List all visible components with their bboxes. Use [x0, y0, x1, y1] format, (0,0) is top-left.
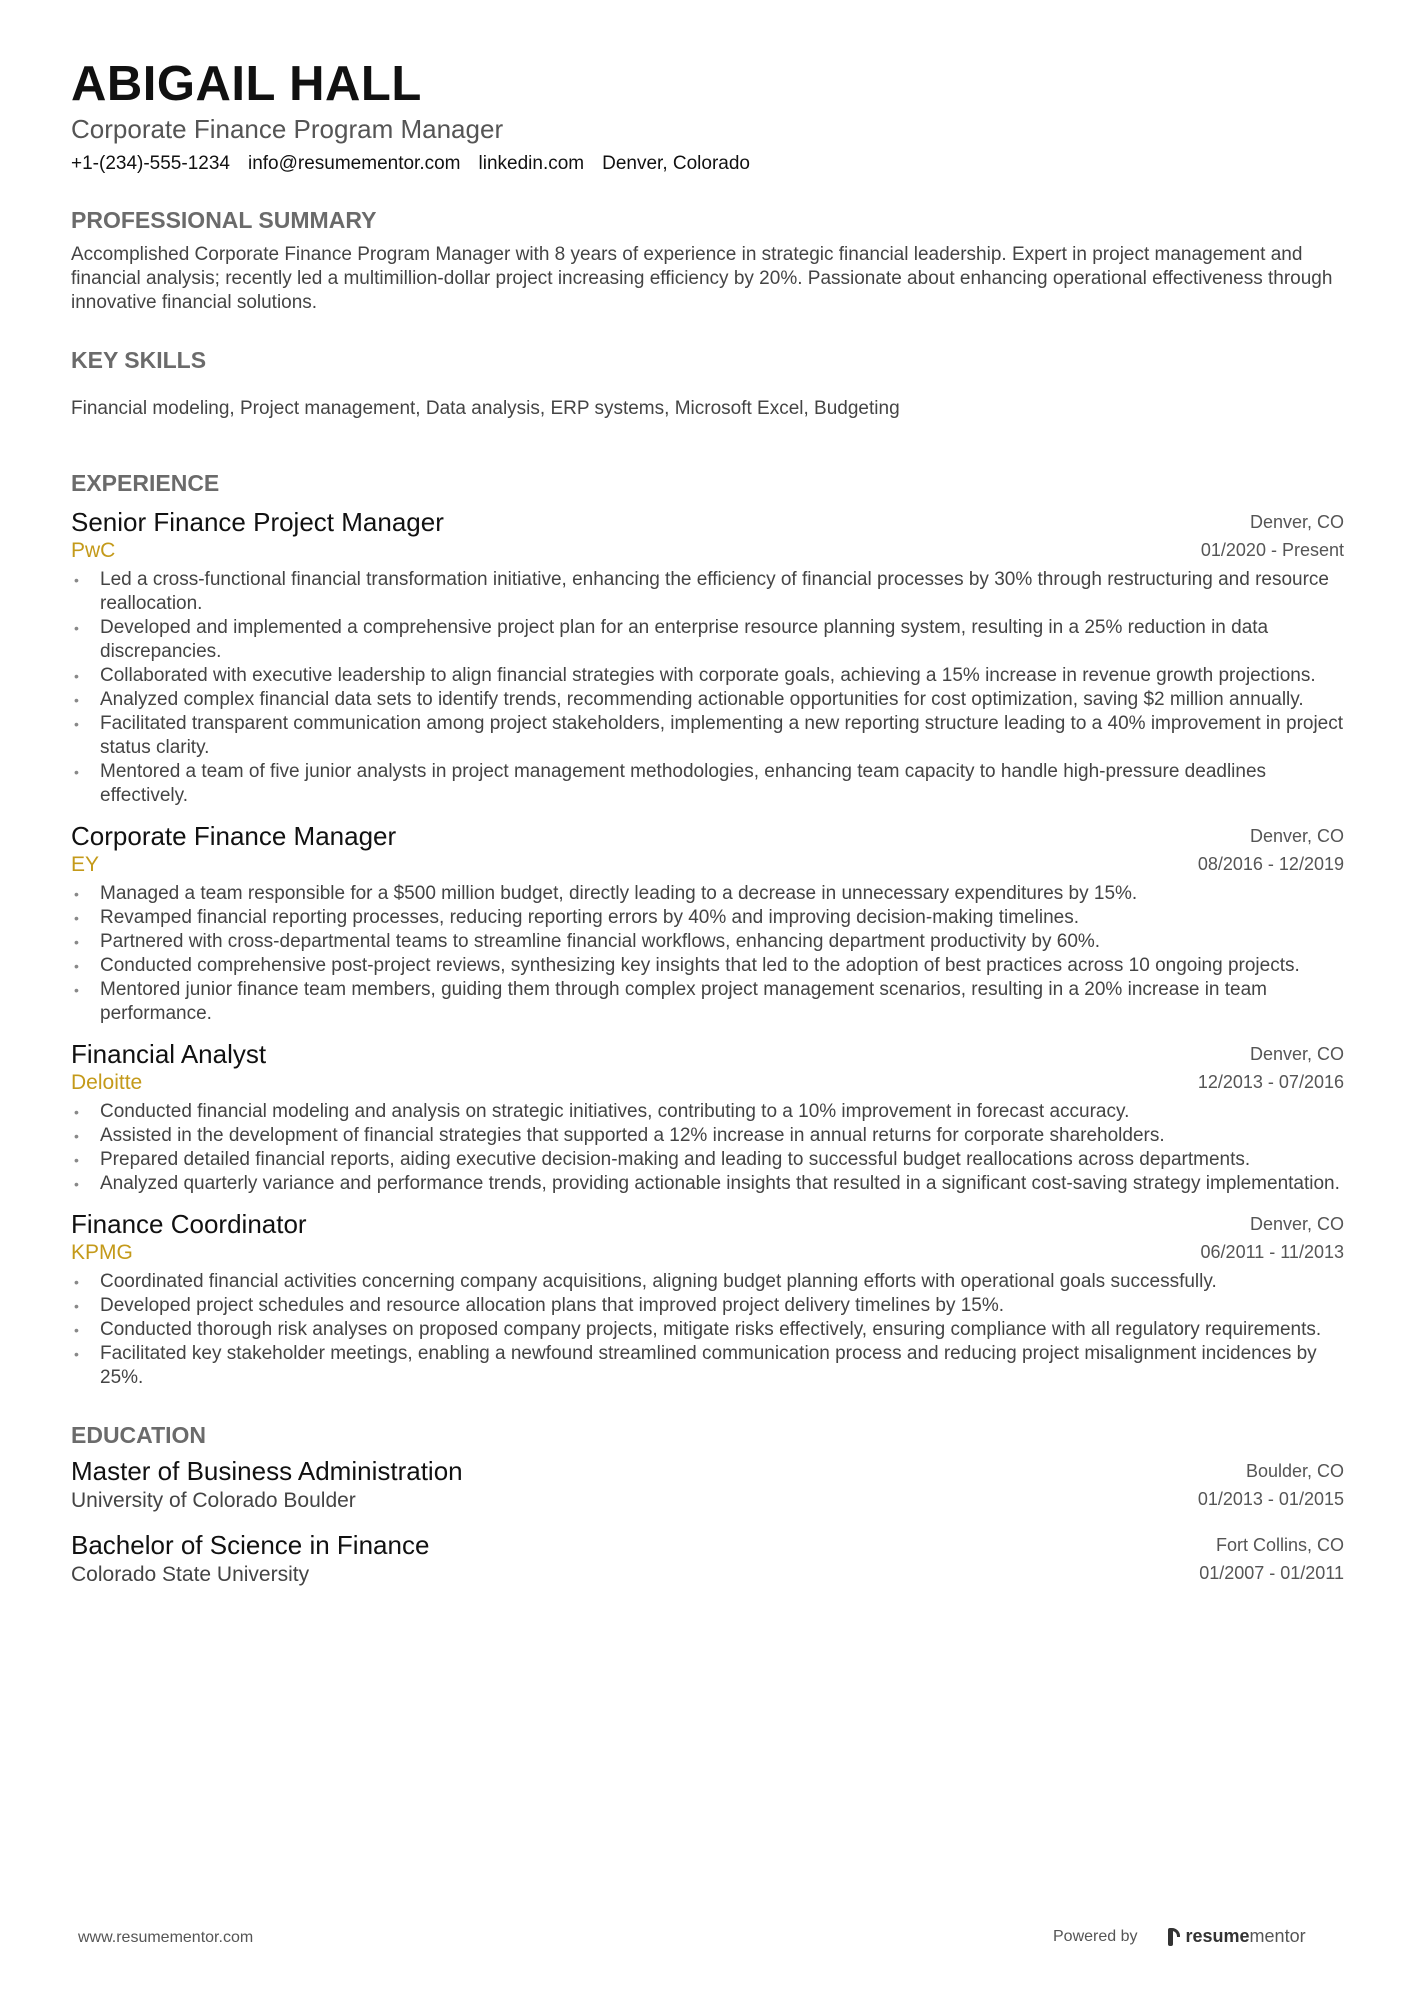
bullet-item: • Partnered with cross-departmental teams to streamline financial workflows, enhancing department productivity by 60%.: [71, 930, 1344, 954]
job-location: Denver, CO: [1249, 825, 1344, 846]
company-name: Deloitte: [71, 1070, 143, 1094]
education-location: Boulder, CO: [1245, 1461, 1344, 1482]
candidate-name: ABIGAIL HALL: [71, 57, 422, 111]
skills-heading: KEY SKILLS: [71, 346, 207, 373]
job-dates: 06/2011 - 11/2013: [1200, 1241, 1344, 1262]
footer-website[interactable]: www.resumementor.com: [78, 1929, 254, 1946]
resumementor-logo-icon: [1168, 1928, 1182, 1946]
experience-entry-header: [71, 1208, 1344, 1266]
summary-heading: PROFESSIONAL SUMMARY: [71, 207, 377, 234]
bullet-item: • Mentored a team of five junior analysts in project management methodologies, enhancing team capacity to handle high-pressure deadlines effectively.: [71, 760, 1344, 808]
job-title: Finance Coordinator: [71, 1208, 307, 1239]
bullet-item: • Facilitated key stakeholder meetings, enabling a newfound streamlined communication process and reducing project misalignment incidences by 25%.: [71, 1342, 1344, 1390]
school-name: Colorado State University: [71, 1563, 310, 1587]
company-name: PwC: [71, 538, 116, 562]
job-bullets: [71, 568, 1344, 808]
footer-branding: [1053, 1926, 1306, 1947]
experience-entry-header: [71, 506, 1344, 564]
contact-location: Denver, Colorado: [602, 153, 750, 175]
contact-linkedin[interactable]: linkedin.com: [478, 153, 585, 175]
job-bullets: [71, 1270, 1344, 1390]
bullet-item: • Coordinated financial activities concerning company acquisitions, aligning budget planning efforts with operational goals successfully.: [71, 1270, 1344, 1294]
bullet-item: • Facilitated transparent communication among project stakeholders, implementing a new reporting structure leading to a 40% improvement in project status clarity.: [71, 712, 1344, 760]
education-entry: [71, 1529, 1344, 1589]
bullet-item: • Conducted thorough risk analyses on proposed company projects, mitigate risks effectively, ensuring compliance with all regulatory requirements.: [71, 1318, 1344, 1342]
education-entry: [71, 1455, 1344, 1515]
bullet-item: • Revamped financial reporting processes, reducing reporting errors by 40% and improving decision-making timelines.: [71, 906, 1344, 930]
bullet-item: • Analyzed complex financial data sets to identify trends, recommending actionable opportunities for cost optimization, saving $2 million annually.: [71, 688, 1344, 712]
resume-page: [71, 58, 1344, 1589]
job-location: Denver, CO: [1249, 1043, 1344, 1064]
experience-entry: [71, 506, 1344, 808]
bullet-item: • Led a cross-functional financial transformation initiative, enhancing the efficiency of financial processes by 30% through restructuring and resource reallocation.: [71, 568, 1344, 616]
job-dates: 08/2016 - 12/2019: [1197, 853, 1344, 874]
bullet-item: • Conducted comprehensive post-project reviews, synthesizing key insights that led to the adoption of best practices across 10 ongoing projects.: [71, 954, 1344, 978]
powered-by-label: Powered by: [1053, 1927, 1138, 1945]
contact-email[interactable]: info@resumementor.com: [247, 153, 461, 175]
education-location: Fort Collins, CO: [1215, 1535, 1344, 1556]
brand-name-bold: resume: [1185, 1926, 1250, 1946]
job-bullets: [71, 882, 1344, 1026]
job-location: Denver, CO: [1249, 1213, 1344, 1234]
brand-name-light: mentor: [1249, 1926, 1306, 1946]
contact-line: [71, 153, 1344, 175]
education-dates: 01/2007 - 01/2011: [1199, 1563, 1344, 1584]
job-dates: 01/2020 - Present: [1200, 539, 1344, 560]
skills-text: Financial modeling, Project management, Data analysis, ERP systems, Microsoft Excel, Budgeting: [71, 398, 900, 420]
bullet-item: • Collaborated with executive leadership to align financial strategies with corporate goals, achieving a 15% increase in revenue growth projections.: [71, 664, 1344, 688]
experience-entry-header: [71, 820, 1344, 878]
bullet-item: • Conducted financial modeling and analysis on strategic initiatives, contributing to a 10% improvement in forecast accuracy.: [71, 1100, 1344, 1124]
experience-entry: [71, 1208, 1344, 1390]
job-title: Senior Finance Project Manager: [71, 506, 444, 537]
job-title: Financial Analyst: [71, 1038, 267, 1069]
company-name: KPMG: [71, 1240, 133, 1264]
school-name: University of Colorado Boulder: [71, 1489, 356, 1513]
candidate-title: Corporate Finance Program Manager: [71, 113, 504, 144]
bullet-item: • Developed and implemented a comprehensive project plan for an enterprise resource planning system, resulting in a 25% reduction in data discrepancies.: [71, 616, 1344, 664]
bullet-item: • Analyzed quarterly variance and performance trends, providing actionable insights that resulted in a significant cost-saving strategy implementation.: [71, 1172, 1344, 1196]
bullet-item: • Assisted in the development of financial strategies that supported a 12% increase in annual returns for corporate shareholders.: [71, 1124, 1344, 1148]
bullet-item: • Prepared detailed financial reports, aiding executive decision-making and leading to successful budget reallocations across departments.: [71, 1148, 1344, 1172]
experience-entry: [71, 1038, 1344, 1196]
bullet-item: • Mentored junior finance team members, guiding them through complex project management scenarios, resulting in a 20% increase in team performance.: [71, 978, 1344, 1026]
job-title: Corporate Finance Manager: [71, 820, 397, 851]
company-name: EY: [71, 852, 100, 876]
education-heading: EDUCATION: [71, 1421, 207, 1448]
degree-title: Master of Business Administration: [71, 1456, 463, 1487]
education-dates: 01/2013 - 01/2015: [1197, 1489, 1344, 1510]
resumementor-logo[interactable]: [1168, 1926, 1306, 1947]
experience-heading: EXPERIENCE: [71, 470, 220, 497]
degree-title: Bachelor of Science in Finance: [71, 1530, 430, 1561]
contact-phone: +1-(234)-555-1234: [71, 153, 230, 175]
bullet-item: • Developed project schedules and resource allocation plans that improved project delivery timelines by 15%.: [71, 1294, 1344, 1318]
job-dates: 12/2013 - 07/2016: [1197, 1071, 1344, 1092]
experience-entry-header: [71, 1038, 1344, 1096]
job-location: Denver, CO: [1249, 511, 1344, 532]
bullet-item: • Managed a team responsible for a $500 million budget, directly leading to a decrease in unnecessary expenditures by 15%.: [71, 882, 1344, 906]
experience-entry: [71, 820, 1344, 1026]
summary-text: Accomplished Corporate Finance Program Manager with 8 years of experience in strategic financial leadership. Expert in project management and financial analysis; recently led a multimillion-dollar project increasing efficiency by 20%. Passionate about enhancing operational effectiveness through innovative financial solutions.: [71, 243, 1333, 313]
job-bullets: [71, 1100, 1344, 1196]
